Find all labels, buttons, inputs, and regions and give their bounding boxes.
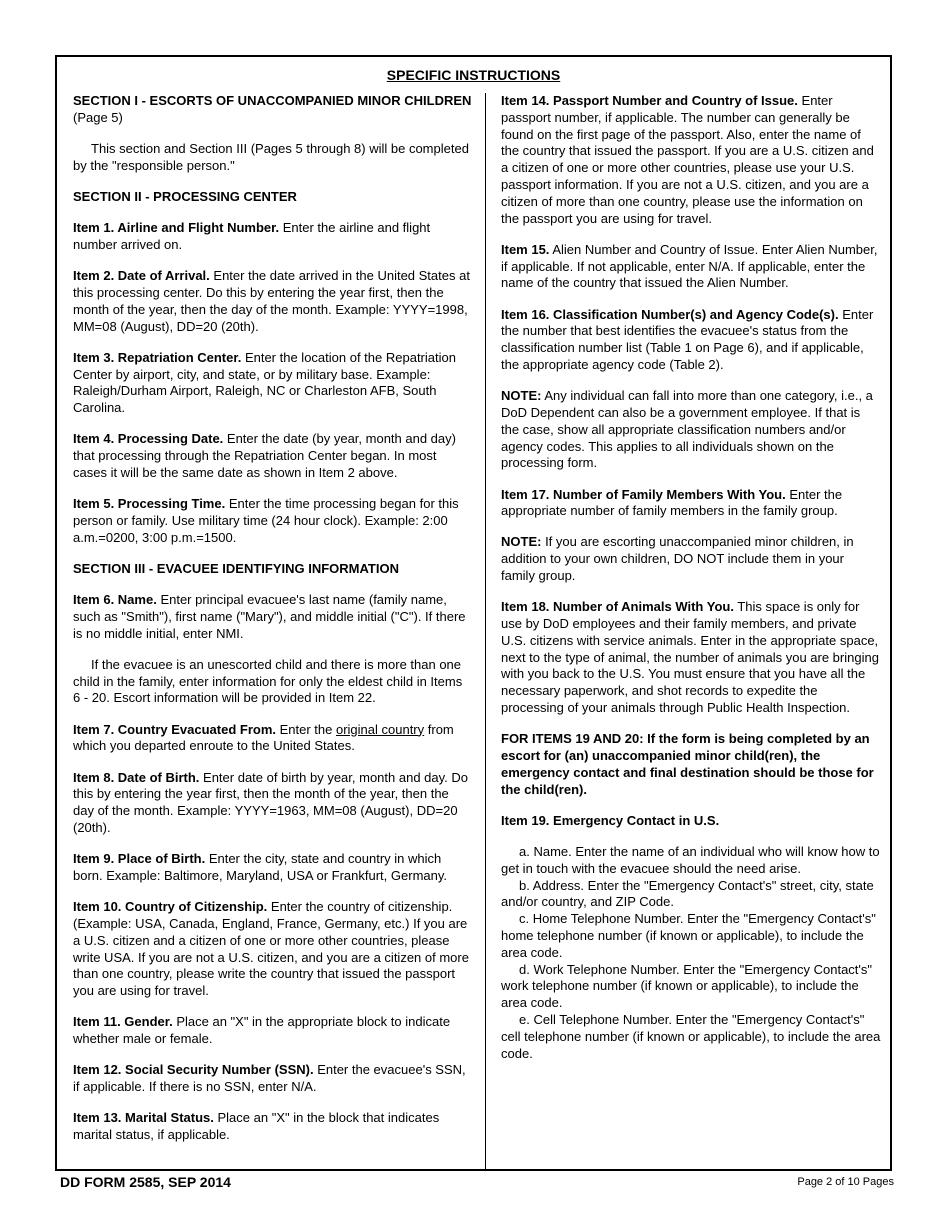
right-column [501, 93, 881, 1062]
note-1-heading: NOTE: [501, 388, 542, 404]
item-11-heading: Item 11. Gender. [73, 1014, 173, 1030]
item-4 [73, 431, 473, 481]
section-1-text: This section and Section III (Pages 5 through 8) will be completed by the "responsible person." [73, 140, 469, 173]
item-2-heading: Item 2. Date of Arrival. [73, 268, 210, 284]
item-3 [73, 350, 473, 417]
items-19-20-heading: FOR ITEMS 19 AND 20: If the form is being completed by an escort for (an) unaccompanied minor child(ren), the emergency contact and final destination should be those for the child(ren). [501, 731, 874, 797]
item-4-text: Enter the date (by year, month and day) that processing through the Repatriation Center began. In most cases it will be the same date as shown in Item 2 above. [73, 431, 456, 480]
item-12-heading: Item 12. Social Security Number (SSN). [73, 1062, 314, 1078]
left-column [73, 93, 473, 1158]
item-15-text: Alien Number and Country of Issue. Enter Alien Number, if applicable. If not applicable, enter N/A. If applicable, enter the name of the country that issued the Alien Number. [501, 241, 878, 291]
item-3-text: Enter the location of the Repatriation Center by airport, city, and state, or by military base. Example: Raleigh/Durham Airport, Raleigh, NC or Charleston AFB, South Carolina. [73, 349, 456, 416]
item-16-text: Enter the number that best identifies the evacuee's status from the classification number list (Table 1 on Page 6), and if applicable, the appropriate agency code (Table 2). [501, 306, 874, 372]
item-4-heading: Item 4. Processing Date. [73, 431, 224, 447]
section-2 [73, 189, 473, 206]
column-divider [485, 93, 486, 1169]
page-number: Page 2 of 10 Pages [797, 1176, 894, 1188]
item-6 [73, 592, 473, 642]
item-17-heading: Item 17. Number of Family Members With You. [501, 486, 786, 502]
section-2-heading: SECTION II - PROCESSING CENTER [73, 188, 297, 204]
item-1-text: Enter the airline and flight number arrived on. [73, 220, 431, 252]
item-16 [501, 307, 881, 374]
item-5-text: Enter the time processing began for this person or family. Use military time (24 hour clock). Example: 2:00 a.m.=0200, 3:00 p.m.=1500. [73, 496, 459, 545]
section-1-heading: SECTION I - ESCORTS OF UNACCOMPANIED MINOR CHILDREN [73, 93, 472, 108]
item-10-text: Enter the country of citizenship. (Example: USA, Canada, England, France, Germany, etc.) If you are a U.S. citizen and a citizen of one or more other countries, please write USA. If you are not a U.S. citizen, and you are a citizen of more than one country, please write the country that issued the passport you are using for travel. [73, 899, 469, 999]
form-number: DD FORM 2585, SEP 2014 [60, 1174, 231, 1190]
section-3 [73, 561, 473, 578]
item-19b: b. Address. Enter the "Emergency Contact's" street, city, state and/or country, and ZIP Code. [501, 877, 874, 910]
item-7 [73, 722, 473, 756]
item-19c: c. Home Telephone Number. Enter the "Emergency Contact's" home telephone number (if known or applicable), to include the area code. [501, 911, 876, 960]
item-8-heading: Item 8. Date of Birth. [73, 769, 200, 785]
item-17 [501, 487, 881, 521]
item-1 [73, 220, 473, 254]
item-8-text: Enter date of birth by year, month and day. Do this by entering the year first, then the month of the year, then the day of the month. Example: YYYY=1963, MM=08 (August), DD=20 (20th). [73, 769, 469, 835]
item-7-pre: Enter the [276, 721, 336, 737]
item-13 [73, 1110, 473, 1144]
item-13-text: Place an "X" in the block that indicates marital status, if applicable. [73, 1110, 440, 1143]
note-2-text: If you are escorting unaccompanied minor children, in addition to your own children, DO NOT include them in your family group. [501, 534, 854, 584]
instructions-frame [55, 55, 892, 1171]
note-1-text: Any individual can fall into more than one category, i.e., a DoD Dependent can also be a government employee. If that is the case, show all appropriate classification numbers and/or agency codes. This applies to all individuals shown on the processing form. [501, 388, 873, 471]
item-17-text: Enter the appropriate number of family members in the family group. [501, 486, 843, 519]
item-10-heading: Item 10. Country of Citizenship. [73, 899, 268, 915]
item-6-text: Enter principal evacuee's last name (family name, such as "Smith"), first name ("Mary"), and middle initial ("C"). If there is no middle initial, enter NMI. [73, 592, 466, 641]
item-5-heading: Item 5. Processing Time. [73, 496, 226, 512]
item-13-heading: Item 13. Marital Status. [73, 1110, 214, 1126]
page-title: SPECIFIC INSTRUCTIONS [386, 67, 561, 83]
items-19-20-note [501, 731, 881, 798]
item-1-heading: Item 1. Airline and Flight Number. [73, 220, 280, 236]
item-16-heading: Item 16. Classification Number(s) and Agency Code(s). [501, 306, 839, 322]
item-2 [73, 268, 473, 335]
item-7-heading: Item 7. Country Evacuated From. [73, 721, 276, 737]
section-1 [73, 93, 473, 127]
item-15 [501, 242, 881, 292]
item-14 [501, 93, 881, 227]
item-19-heading: Item 19. Emergency Contact in U.S. [501, 812, 720, 828]
item-11 [73, 1014, 473, 1048]
note-1 [501, 388, 881, 472]
item-7-underlined: original country [335, 721, 425, 737]
item-12-text: Enter the evacuee's SSN, if applicable. If there is no SSN, enter N/A. [73, 1062, 466, 1095]
item-3-heading: Item 3. Repatriation Center. [73, 349, 242, 365]
note-2 [501, 534, 881, 584]
item-9-text: Enter the city, state and country in which born. Example: Baltimore, Maryland, USA or Frankfurt, Germany. [73, 851, 448, 883]
item-18 [501, 599, 881, 717]
item-11-text: Place an "X" in the appropriate block to indicate whether male or female. [73, 1014, 451, 1047]
item-9-heading: Item 9. Place of Birth. [73, 851, 206, 867]
item-19e: e. Cell Telephone Number. Enter the "Emergency Contact's" cell telephone number (if known or applicable), to include the area code. [501, 1011, 881, 1061]
item-15-heading: Item 15. [501, 241, 550, 257]
item-19 [501, 813, 881, 830]
item-19d: d. Work Telephone Number. Enter the "Emergency Contact's" work telephone number (if known or applicable), to include the area code. [501, 961, 873, 1011]
item-18-heading: Item 18. Number of Animals With You. [501, 599, 734, 615]
section-1-page: (Page 5) [73, 109, 123, 125]
item-6-heading: Item 6. Name. [73, 592, 157, 608]
item-7-post: from which you departed enroute to the United States. [73, 721, 454, 754]
item-18-text: This space is only for use by DoD employees and their family members, and private U.S. citizens with service animals. Enter in the appropriate space, next to the type of animal, the number of animals you are bringing with you back to the U.S. You must ensure that you have all the necessary paperwork, and shot records to expedite the processing of your animals through Public Health Inspection. [501, 599, 879, 716]
item-12 [73, 1062, 473, 1096]
item-19a: a. Name. Enter the name of an individual who will know how to get in touch with the evacuee should the need arise. [501, 844, 880, 876]
item-14-heading: Item 14. Passport Number and Country of Issue. [501, 93, 798, 108]
item-14-text: Enter passport number, if applicable. The number can generally be found on the first page of the passport. Also, enter the name of the country that issued the passport. If you are a U.S. citizen and a citizen of one or more other countries, please use your U.S. passport information. If you are not a U.S. citizen, and you are a citizen of more than one country, please use the information on the passport you are using for travel. [501, 93, 874, 226]
item-9 [73, 851, 473, 885]
item-2-text: Enter the date arrived in the United States at this processing center. Do this by entering the year first, then the month of the year, then the day of the month. Example: YYYY=1998, MM=08 (August), DD=20 (20th). [73, 268, 470, 334]
note-2-heading: NOTE: [501, 534, 542, 550]
item-8 [73, 770, 473, 837]
item-5 [73, 496, 473, 546]
item-10 [73, 899, 473, 1000]
item-6-text-2: If the evacuee is an unescorted child and there is more than one child in the family, enter information for only the eldest child in Items 6 - 20. Escort information will be provided in Item 22. [73, 656, 463, 706]
section-3-heading: SECTION III - EVACUEE IDENTIFYING INFORMATION [73, 560, 399, 576]
